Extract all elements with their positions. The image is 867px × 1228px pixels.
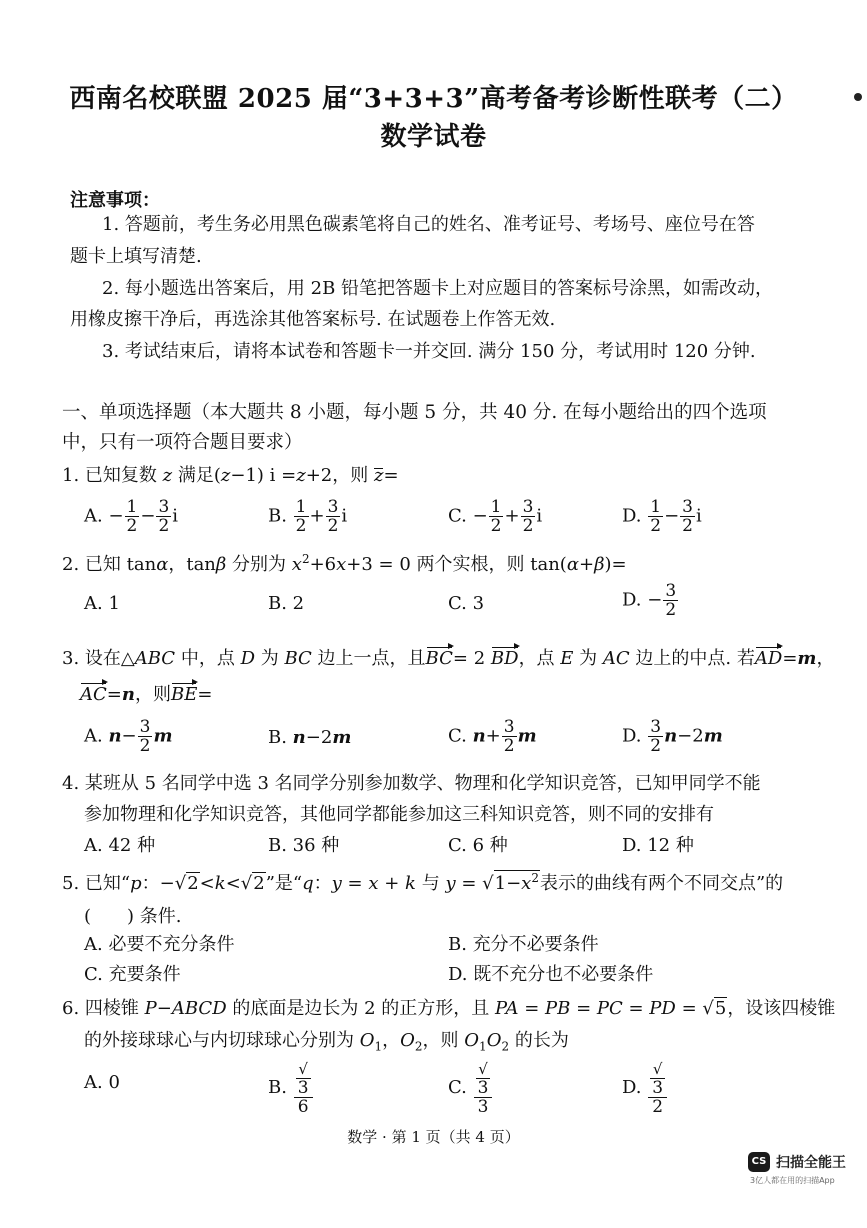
q1-stem: 1. 已知复数 z 满足(z−1) i =z+2，则 z= bbox=[62, 465, 399, 486]
q3-option-d: D. $\frac{3}{2}$ n−2m bbox=[622, 717, 723, 756]
q3-stem-line1: 3. 设在△ABC 中，点 D 为 BC 边上一点，且BC= 2 BD，点 E 为 AC 边上的中点. 若AD=m， bbox=[62, 648, 835, 669]
q2-stem: 2. 已知 tanα，tanβ 分别为 $x^2+6x+3 = 0$ 两个实根，则 tan(α+β)= bbox=[62, 552, 627, 575]
q5-option-b: B. 充分不必要条件 bbox=[448, 934, 599, 955]
q5-stem-line1: 5. 已知“p：−√2<k<√2”是“q：y = x + k 与 $y = √1-x^2$表示的曲线有两个不同交点”的 bbox=[62, 871, 784, 894]
notice-item1-line2: 题卡上填写清楚. bbox=[70, 246, 202, 267]
q4-option-c: C. 6 种 bbox=[448, 835, 508, 856]
page-footer: 数学 · 第 1 页（共 4 页） bbox=[347, 1128, 520, 1146]
q6-option-c: C. √ 3 3 bbox=[448, 1060, 493, 1116]
scanner-slogan: 3亿人都在用的扫描App bbox=[750, 1176, 835, 1185]
q4-option-a: A. 42 种 bbox=[84, 835, 156, 856]
q2-option-b: B. 2 bbox=[268, 593, 305, 614]
q5-option-a: A. 必要不充分条件 bbox=[84, 934, 235, 955]
scanner-app-name: 扫描全能王 bbox=[776, 1155, 846, 1171]
notice-item1-line1: 1. 答题前，考生务必用黑色碳素笔将自己的姓名、准考证号、考场号、座位号在答 bbox=[102, 214, 755, 235]
q3-stem-line2: AC=n，则BE= bbox=[80, 684, 213, 705]
q2-option-c: C. 3 bbox=[448, 593, 485, 614]
q1-option-a: A. − $\frac{1}{2}$ − $\frac{3}{2}$ i bbox=[84, 497, 179, 536]
q5-option-d: D. 既不充分也不必要条件 bbox=[448, 964, 654, 985]
notice-heading: 注意事项： bbox=[70, 190, 160, 211]
exam-subject-title: 数学试卷 bbox=[380, 122, 487, 152]
q5-option-c: C. 充要条件 bbox=[84, 964, 181, 985]
q1-option-c: C. − $\frac{1}{2}$ + $\frac{3}{2}$ i bbox=[448, 497, 543, 536]
q3-option-a: A. n− $\frac{3}{2}$ m bbox=[84, 717, 173, 756]
q3-option-b: B. n−2m bbox=[268, 727, 352, 748]
q3-option-c: C. n+ $\frac{3}{2}$ m bbox=[448, 717, 537, 756]
notice-item2-line2: 用橡皮擦干净后，再选涂其他答案标号. 在试题卷上作答无效. bbox=[70, 309, 556, 330]
q6-stem-line2: 的外接球球心与内切球球心分别为 $O_1$，$O_2$，则 $O_1O_2$ 的长为 bbox=[84, 1030, 569, 1054]
q6-option-b: B. √ 3 6 bbox=[268, 1060, 314, 1116]
q4-option-b: B. 36 种 bbox=[268, 835, 340, 856]
q6-option-d: D. √ 3 2 bbox=[622, 1060, 668, 1116]
section1-heading-line1: 一、单项选择题（本大题共 8 小题，每小题 5 分，共 40 分. 在每小题给出的四个选项 bbox=[62, 402, 767, 423]
section1-heading-line2: 中，只有一项符合题目要求） bbox=[62, 432, 303, 453]
q2-option-a: A. 1 bbox=[84, 593, 120, 614]
notice-item3: 3. 考试结束后，请将本试卷和答题卡一并交回. 满分 150 分，考试用时 120 分钟. bbox=[102, 341, 756, 362]
q4-stem-line2: 参加物理和化学知识竞答，其他同学都能参加这三科知识竞答，则不同的安排有 bbox=[84, 804, 714, 825]
exam-title: 西南名校联盟 2025 届“3+3+3”高考备考诊断性联考（二） bbox=[69, 84, 798, 114]
notice-item2-line1: 2. 每小题选出答案后，用 2B 铅笔把答题卡上对应题目的答案标号涂黑，如需改动， bbox=[102, 278, 774, 299]
q4-stem-line1: 4. 某班从 5 名同学中选 3 名同学分别参加数学、物理和化学知识竞答，已知甲同学不能 bbox=[62, 773, 761, 794]
q6-stem-line1: 6. 四棱锥 P−ABCD 的底面是边长为 2 的正方形，且 PA = PB = PC = PD = √5，设该四棱锥 bbox=[62, 998, 836, 1019]
q2-option-d: D. − $\frac{3}{2}$ bbox=[622, 581, 677, 620]
q6-option-a: A. 0 bbox=[84, 1072, 120, 1093]
q5-stem-line2: ( ) 条件. bbox=[84, 906, 182, 927]
q4-option-d: D. 12 种 bbox=[622, 835, 694, 856]
scanner-logo-icon: CS bbox=[748, 1152, 770, 1172]
q1-option-b: B. $\frac{1}{2}$ + $\frac{3}{2}$ i bbox=[268, 497, 348, 536]
q1-option-d: D. $\frac{1}{2}$ − $\frac{3}{2}$ i bbox=[622, 497, 702, 536]
